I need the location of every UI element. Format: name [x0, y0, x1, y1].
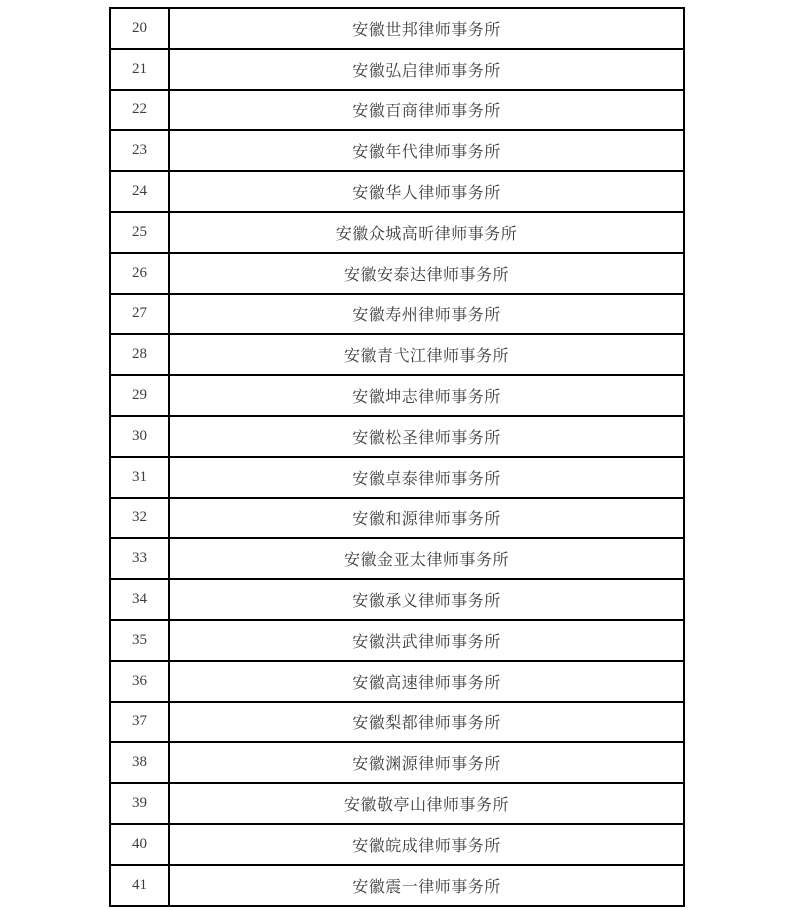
firm-name: 安徽和源律师事务所 [169, 498, 684, 539]
firm-name: 安徽承义律师事务所 [169, 579, 684, 620]
table-row [110, 742, 684, 783]
firm-name: 安徽百商律师事务所 [169, 90, 684, 131]
table-row [110, 130, 684, 171]
row-number: 35 [110, 620, 169, 661]
row-number: 33 [110, 538, 169, 579]
row-number: 37 [110, 702, 169, 743]
firm-name: 安徽皖成律师事务所 [169, 824, 684, 865]
table-row [110, 253, 684, 294]
table-row [110, 90, 684, 131]
row-number: 20 [110, 8, 169, 49]
law-firm-table [109, 7, 685, 907]
row-number: 36 [110, 661, 169, 702]
row-number: 29 [110, 375, 169, 416]
table-row [110, 8, 684, 49]
row-number: 25 [110, 212, 169, 253]
row-number: 34 [110, 579, 169, 620]
table-row [110, 212, 684, 253]
row-number: 32 [110, 498, 169, 539]
firm-name: 安徽华人律师事务所 [169, 171, 684, 212]
firm-name: 安徽洪武律师事务所 [169, 620, 684, 661]
firm-name: 安徽卓泰律师事务所 [169, 457, 684, 498]
firm-name: 安徽年代律师事务所 [169, 130, 684, 171]
row-number: 40 [110, 824, 169, 865]
table-row [110, 620, 684, 661]
row-number: 23 [110, 130, 169, 171]
row-number: 28 [110, 334, 169, 375]
table-row [110, 702, 684, 743]
firm-name: 安徽世邦律师事务所 [169, 8, 684, 49]
firm-name: 安徽松圣律师事务所 [169, 416, 684, 457]
firm-name: 安徽渊源律师事务所 [169, 742, 684, 783]
firm-name: 安徽青弋江律师事务所 [169, 334, 684, 375]
row-number: 41 [110, 865, 169, 906]
table-row [110, 49, 684, 90]
table-row [110, 661, 684, 702]
firm-name: 安徽弘启律师事务所 [169, 49, 684, 90]
firm-name: 安徽梨都律师事务所 [169, 702, 684, 743]
row-number: 27 [110, 294, 169, 335]
firm-name: 安徽敬亭山律师事务所 [169, 783, 684, 824]
row-number: 38 [110, 742, 169, 783]
table-row [110, 171, 684, 212]
table-row [110, 294, 684, 335]
table-row [110, 579, 684, 620]
table-row [110, 375, 684, 416]
table-row [110, 334, 684, 375]
law-firm-table-container [109, 7, 685, 905]
table-row [110, 416, 684, 457]
firm-name: 安徽高速律师事务所 [169, 661, 684, 702]
row-number: 21 [110, 49, 169, 90]
firm-name: 安徽众城高昕律师事务所 [169, 212, 684, 253]
row-number: 22 [110, 90, 169, 131]
firm-name: 安徽坤志律师事务所 [169, 375, 684, 416]
row-number: 39 [110, 783, 169, 824]
table-row [110, 498, 684, 539]
row-number: 26 [110, 253, 169, 294]
row-number: 30 [110, 416, 169, 457]
row-number: 24 [110, 171, 169, 212]
firm-name: 安徽寿州律师事务所 [169, 294, 684, 335]
firm-name: 安徽金亚太律师事务所 [169, 538, 684, 579]
table-row [110, 457, 684, 498]
table-row [110, 824, 684, 865]
firm-name: 安徽震一律师事务所 [169, 865, 684, 906]
table-row [110, 538, 684, 579]
table-row [110, 783, 684, 824]
table-row [110, 865, 684, 906]
firm-name: 安徽安泰达律师事务所 [169, 253, 684, 294]
row-number: 31 [110, 457, 169, 498]
